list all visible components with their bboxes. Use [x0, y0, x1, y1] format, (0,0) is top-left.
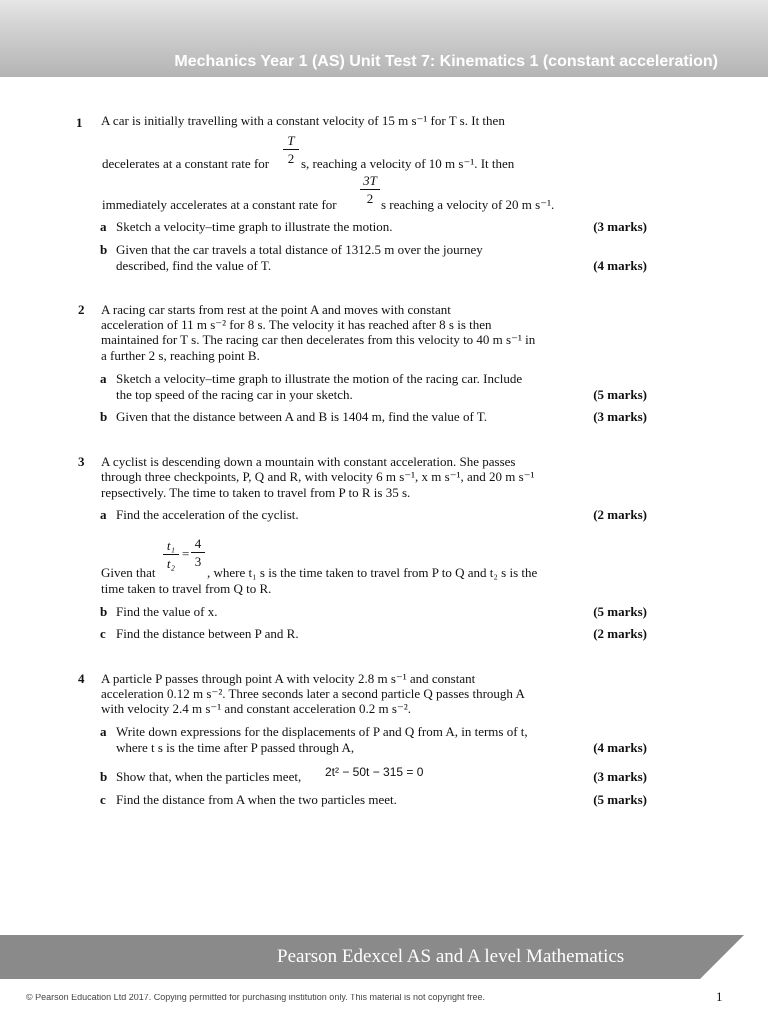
question-4a-text-2: where t s is the time after P passed through A,	[116, 740, 355, 755]
question-3-line-2: through three checkpoints, P, Q and R, with velocity 6 m s⁻¹, x m s⁻¹, and 20 m s⁻¹	[101, 469, 535, 484]
fraction-denominator: t₂	[166, 556, 176, 571]
question-2b-letter: b	[100, 409, 108, 424]
question-1-line-3-continued: s reaching a velocity of 20 m s⁻¹.	[381, 197, 555, 212]
question-3c-marks: (2 marks)	[593, 626, 647, 641]
ratio-equals: =	[182, 546, 190, 561]
question-3-given-text-2: time taken to travel from Q to R.	[101, 581, 272, 596]
question-2-line-2: acceleration of 11 m s⁻² for 8 s. The velocity it has reached after 8 s is then	[101, 317, 492, 332]
fraction-t-over-2	[283, 133, 299, 166]
question-3a-marks: (2 marks)	[593, 507, 647, 522]
ratio-t1-over-t2	[163, 538, 179, 571]
question-1b-letter: b	[100, 242, 108, 257]
question-3-number: 3	[78, 454, 85, 469]
fraction-bar	[283, 149, 299, 150]
question-4c-text: Find the distance from A when the two particles meet.	[116, 792, 397, 807]
question-1b-text-2: described, find the value of T.	[116, 258, 272, 273]
question-1a-text: Sketch a velocity–time graph to illustrate the motion.	[116, 219, 393, 234]
fraction-bar	[360, 189, 380, 190]
fraction-numerator: 3T	[363, 173, 377, 188]
question-3b-text: Find the value of x.	[116, 604, 218, 619]
question-2a-marks: (5 marks)	[593, 387, 647, 402]
question-3c-text: Find the distance between P and R.	[116, 626, 299, 641]
question-4b-letter: b	[100, 769, 108, 784]
fraction-denominator: 2	[287, 151, 295, 166]
question-4a-text-1: Write down expressions for the displacements of P and Q from A, in terms of t,	[116, 724, 528, 739]
question-1-line-2: decelerates at a constant rate for	[102, 156, 270, 171]
question-3-line-1: A cyclist is descending down a mountain with constant acceleration. She passes	[101, 454, 516, 469]
footer-brand: Pearson Edexcel AS and A level Mathematics	[277, 946, 625, 967]
question-2a-text-2: the top speed of the racing car in your sketch.	[116, 387, 353, 402]
question-1b-marks: (4 marks)	[593, 258, 647, 273]
fraction-denominator: 2	[366, 191, 374, 206]
question-3-line-3: repsectively. The time to taken to travel from P to R is 35 s.	[101, 485, 411, 500]
question-2a-text-1: Sketch a velocity–time graph to illustrate the motion of the racing car. Include	[116, 371, 523, 386]
question-1-line-1: A car is initially travelling with a constant velocity of 15 m s⁻¹ for T s. It then	[101, 113, 505, 128]
question-1-line-3: immediately accelerates at a constant rate for	[102, 197, 337, 212]
question-1b-text-1: Given that the car travels a total distance of 1312.5 m over the journey	[116, 242, 483, 257]
question-2b-marks: (3 marks)	[593, 409, 647, 424]
question-3a-letter: a	[100, 507, 107, 522]
question-4c-letter: c	[100, 792, 106, 807]
question-3b-letter: b	[100, 604, 108, 619]
question-1-number: 1	[76, 115, 83, 130]
question-4b-marks: (3 marks)	[593, 769, 647, 784]
copyright-notice: © Pearson Education Ltd 2017. Copying permitted for purchasing institution only. This material is not copyright free.	[26, 994, 486, 1002]
question-2-line-3: maintained for T s. The racing car then decelerates from this velocity to 40 m s⁻¹ in	[101, 332, 536, 347]
question-3-given-lead: Given that	[101, 565, 156, 580]
question-1-line-2-continued: s, reaching a velocity of 10 m s⁻¹. It then	[301, 156, 515, 171]
question-3c-letter: c	[100, 626, 106, 641]
fraction-4-over-3	[191, 536, 205, 569]
question-4-line-3: with velocity 2.4 m s⁻¹ and constant acceleration 0.2 m s⁻².	[101, 701, 411, 716]
question-4-line-1: A particle P passes through point A with velocity 2.8 m s⁻¹ and constant	[101, 671, 476, 686]
question-4b-text: Show that, when the particles meet,	[116, 769, 302, 784]
fraction-bar	[191, 552, 205, 553]
question-3b-marks: (5 marks)	[593, 604, 647, 619]
question-2-line-1: A racing car starts from rest at the point A and moves with constant	[101, 302, 451, 317]
question-2-number: 2	[78, 302, 85, 317]
question-4a-marks: (4 marks)	[593, 740, 647, 755]
question-3a-text: Find the acceleration of the cyclist.	[116, 507, 299, 522]
question-3-given-text-1: , where t₁ s is the time taken to travel from P to Q and t₂ s is the	[207, 565, 538, 580]
fraction-numerator: 4	[194, 536, 202, 551]
question-4c-marks: (5 marks)	[593, 792, 647, 807]
question-2-line-4: a further 2 s, reaching point B.	[101, 348, 260, 363]
fraction-numerator: T	[287, 133, 295, 148]
question-4-line-2: acceleration 0.12 m s⁻². Three seconds later a second particle Q passes through A	[101, 686, 525, 701]
question-4-number: 4	[78, 671, 85, 686]
fraction-bar	[163, 554, 179, 555]
fraction-numerator: t₁	[166, 538, 176, 553]
question-1a-marks: (3 marks)	[593, 219, 647, 234]
question-4b-equation: 2t² − 50t − 315 = 0	[325, 765, 424, 779]
fraction-denominator: 3	[194, 554, 202, 569]
question-2b-text: Given that the distance between A and B is 1404 m, find the value of T.	[116, 409, 488, 424]
question-1a-letter: a	[100, 219, 107, 234]
question-4a-letter: a	[100, 724, 107, 739]
page-number: 1	[716, 989, 723, 1004]
question-2a-letter: a	[100, 371, 107, 386]
page-title: Mechanics Year 1 (AS) Unit Test 7: Kinematics 1 (constant acceleration)	[174, 53, 718, 70]
fraction-3t-over-2	[360, 173, 380, 206]
